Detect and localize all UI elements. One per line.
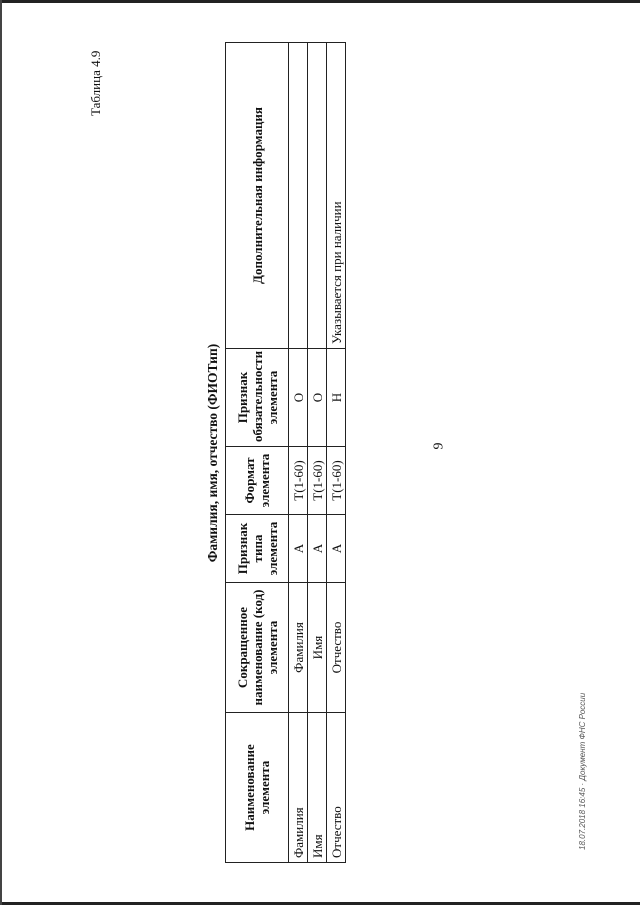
table-cell: Отчество <box>327 583 346 713</box>
table-cell: А <box>308 515 327 583</box>
column-header: Признак обязательности элемента <box>226 349 289 447</box>
table-title: Фамилия, имя, отчество (ФИОТип) <box>205 343 220 563</box>
scan-footer-note: 18.07.2018 16:45 · Документ ФНС России <box>578 692 587 850</box>
table-cell: Фамилия <box>289 713 308 863</box>
table-cell: Отчество <box>327 713 346 863</box>
table-cell: Указывается при наличии <box>327 43 346 349</box>
table-cell: А <box>327 515 346 583</box>
table-cell: T(1-60) <box>308 447 327 515</box>
table-label: Таблица 4.9 <box>88 50 103 116</box>
table-cell: Имя <box>308 713 327 863</box>
table-cell <box>308 43 327 349</box>
table-row <box>289 43 308 863</box>
scan-top-edge <box>0 0 640 3</box>
column-header: Дополнительная информация <box>226 43 289 349</box>
table-cell: А <box>289 515 308 583</box>
table-cell: T(1-60) <box>327 447 346 515</box>
table-cell: Фамилия <box>289 583 308 713</box>
rotated-table-block <box>205 43 435 863</box>
table-cell: T(1-60) <box>289 447 308 515</box>
column-header: Сокращенное наименование (код) элемента <box>226 583 289 713</box>
table-cell: О <box>308 349 327 447</box>
page-number: 9 <box>431 442 447 450</box>
scan-left-edge <box>0 0 2 905</box>
column-header: Формат элемента <box>226 447 289 515</box>
element-spec-table <box>225 42 346 863</box>
column-header: Наименование элемента <box>226 713 289 863</box>
table-cell <box>289 43 308 349</box>
table-row <box>308 43 327 863</box>
table-cell: Имя <box>308 583 327 713</box>
table-row <box>327 43 346 863</box>
table-cell: О <box>289 349 308 447</box>
table-cell: Н <box>327 349 346 447</box>
table-header-row <box>226 43 289 863</box>
column-header: Признак типа элемента <box>226 515 289 583</box>
